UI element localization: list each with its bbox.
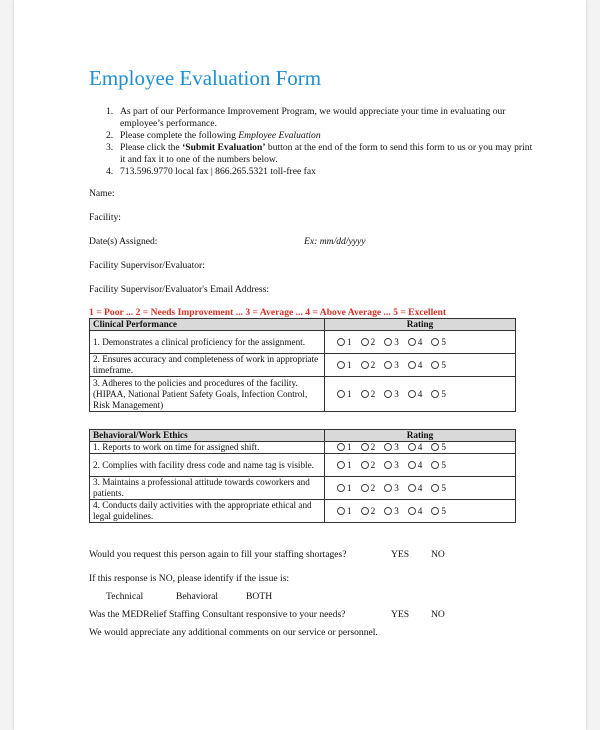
rating-option[interactable] [384, 360, 399, 371]
rating-option-label: 1 [347, 442, 352, 452]
instruction-number: 1. [106, 106, 114, 117]
rating-option[interactable] [384, 483, 399, 494]
radio-button-icon[interactable] [408, 361, 416, 369]
instruction-item [106, 142, 536, 166]
request-again-yes[interactable]: YES [391, 549, 410, 560]
criterion-text: 3. Adheres to the policies and procedures of the facility. (HIPAA, National Patient Safety Goals, Infection Control, Risk Management) [90, 377, 325, 412]
radio-button-icon[interactable] [408, 443, 416, 451]
radio-button-icon[interactable] [408, 461, 416, 469]
rating-option[interactable] [384, 506, 399, 517]
table-row [90, 442, 516, 454]
rating-option-label: 2 [370, 388, 376, 399]
radio-button-icon[interactable] [408, 484, 416, 492]
instruction-number: 3. [106, 142, 114, 153]
rating-option[interactable] [408, 389, 423, 400]
rating-options [325, 331, 516, 354]
rating-option-label: 1 [347, 459, 352, 470]
rating-option[interactable] [431, 483, 446, 494]
rating-option-label: 3 [394, 482, 399, 493]
rating-option-label: 2 [370, 442, 376, 452]
radio-button-icon[interactable] [361, 390, 369, 398]
rating-option-label: 5 [441, 336, 446, 347]
rating-option-label: 5 [441, 505, 446, 516]
rating-option[interactable] [408, 506, 423, 517]
radio-button-icon[interactable] [361, 443, 369, 451]
request-again-no[interactable]: NO [431, 549, 445, 560]
rating-option[interactable] [361, 506, 376, 517]
rating-option[interactable] [337, 506, 352, 517]
rating-options [325, 377, 516, 412]
rating-option[interactable] [337, 460, 352, 471]
section-header: Behavioral/Work Ethics [90, 430, 325, 442]
rating-option-label: 4 [417, 459, 423, 470]
instruction-text: Please click the [120, 142, 183, 153]
instruction-text: button at the end of the form to send this form to us or you may print it and fax it to one of the numbers below. [120, 142, 533, 165]
instruction-text: As part of our Performance Improvement Program, we would appreciate your time in evaluating our employee’s performance. [120, 106, 506, 129]
rating-option-label: 3 [394, 336, 399, 347]
rating-option[interactable] [408, 483, 423, 494]
radio-button-icon[interactable] [431, 361, 439, 369]
rating-option-label: 3 [394, 505, 399, 516]
radio-button-icon[interactable] [337, 361, 345, 369]
rating-option-label: 2 [370, 359, 376, 370]
table-row [90, 477, 516, 500]
rating-option-label: 1 [347, 359, 352, 370]
rating-option[interactable] [337, 483, 352, 494]
criterion-text: 2. Complies with facility dress code and name tag is visible. [90, 454, 325, 477]
rating-option[interactable] [337, 360, 352, 371]
instructions-list [106, 106, 536, 178]
rating-option-label: 5 [441, 388, 446, 399]
rating-option[interactable] [384, 337, 399, 348]
issue-behavioral-option[interactable]: Behavioral [176, 591, 219, 602]
radio-button-icon[interactable] [431, 443, 439, 451]
rating-option-label: 1 [347, 505, 352, 516]
dates-assigned-field[interactable]: Date(s) Assigned: [89, 236, 158, 247]
rating-option-label: 1 [347, 388, 352, 399]
instruction-number: 4. [106, 166, 114, 177]
criterion-text: 2. Ensures accuracy and completeness of work in appropriate timeframe. [90, 354, 325, 377]
criterion-text: 4. Conducts daily activities with the appropriate ethical and legal guidelines. [90, 500, 325, 523]
instruction-item [106, 166, 536, 178]
rating-header: Rating [325, 319, 516, 331]
request-again-question: Would you request this person again to fill your staffing shortages? [89, 549, 347, 560]
rating-option-label: 5 [441, 459, 446, 470]
rating-option[interactable] [384, 460, 399, 471]
rating-option-label: 2 [370, 336, 376, 347]
consultant-responsive-no[interactable]: NO [431, 609, 445, 620]
supervisor-field[interactable]: Facility Supervisor/Evaluator: [89, 260, 205, 271]
instruction-item [106, 106, 536, 130]
rating-option[interactable] [361, 389, 376, 400]
additional-comments-prompt: We would appreciate any additional comments on our service or personnel. [89, 627, 378, 638]
radio-button-icon[interactable] [337, 484, 345, 492]
rating-options [325, 477, 516, 500]
radio-button-icon[interactable] [408, 507, 416, 515]
rating-option[interactable] [408, 360, 423, 371]
instruction-item [106, 130, 536, 142]
rating-option[interactable] [408, 460, 423, 471]
section-header: Clinical Performance [90, 319, 325, 331]
instruction-number: 2. [106, 130, 114, 141]
radio-button-icon[interactable] [337, 443, 345, 451]
rating-option[interactable] [384, 389, 399, 400]
radio-button-icon[interactable] [384, 390, 392, 398]
radio-button-icon[interactable] [337, 390, 345, 398]
rating-option-label: 4 [417, 359, 423, 370]
radio-button-icon[interactable] [431, 338, 439, 346]
radio-button-icon[interactable] [408, 390, 416, 398]
rating-option-label: 1 [347, 482, 352, 493]
clinical-performance-table [89, 318, 516, 412]
rating-option[interactable] [337, 389, 352, 400]
rating-option[interactable] [431, 389, 446, 400]
radio-button-icon[interactable] [384, 484, 392, 492]
radio-button-icon[interactable] [384, 507, 392, 515]
rating-option-label: 5 [441, 482, 446, 493]
issue-both-option[interactable]: BOTH [246, 591, 273, 602]
rating-option[interactable] [431, 337, 446, 348]
rating-option-label: 2 [370, 482, 376, 493]
radio-button-icon[interactable] [361, 507, 369, 515]
issue-type-question: If this response is NO, please identify if the issue is: [89, 573, 290, 584]
rating-options [325, 500, 516, 523]
rating-option-label: 5 [441, 359, 446, 370]
radio-button-icon[interactable] [361, 361, 369, 369]
radio-button-icon[interactable] [337, 507, 345, 515]
consultant-responsive-yes[interactable]: YES [391, 609, 410, 620]
issue-technical-option[interactable]: Technical [106, 591, 144, 602]
rating-option-label: 3 [394, 459, 399, 470]
radio-button-icon[interactable] [408, 338, 416, 346]
radio-button-icon[interactable] [384, 338, 392, 346]
radio-button-icon[interactable] [337, 338, 345, 346]
rating-option-label: 1 [347, 336, 352, 347]
instruction-text: 713.596.9770 local fax | 866.265.5321 toll-free fax [120, 166, 316, 177]
rating-option-label: 4 [417, 482, 423, 493]
rating-option[interactable] [361, 337, 376, 348]
radio-button-icon[interactable] [431, 484, 439, 492]
rating-options [325, 442, 516, 454]
rating-option[interactable] [361, 360, 376, 371]
rating-options [325, 454, 516, 477]
criterion-text: 1. Reports to work on time for assigned shift. [90, 442, 325, 454]
radio-button-icon[interactable] [384, 443, 392, 451]
behavioral-ethics-table [89, 429, 516, 523]
rating-option[interactable] [431, 506, 446, 517]
rating-option[interactable] [361, 442, 376, 453]
rating-option-label: 2 [370, 505, 376, 516]
criterion-text: 1. Demonstrates a clinical proficiency for the assignment. [90, 331, 325, 354]
table-row [90, 500, 516, 523]
rating-option-label: 5 [441, 442, 446, 452]
table-header-row [90, 430, 516, 442]
radio-button-icon[interactable] [361, 461, 369, 469]
rating-option-label: 3 [394, 359, 399, 370]
instruction-text: Please complete the following [120, 130, 239, 141]
table-row [90, 454, 516, 477]
rating-option-label: 4 [417, 336, 423, 347]
date-format-hint: Ex: mm/dd/yyyy [304, 236, 366, 247]
table-row [90, 354, 516, 377]
rating-option[interactable] [408, 442, 423, 453]
rating-options [325, 354, 516, 377]
radio-button-icon[interactable] [384, 461, 392, 469]
rating-option[interactable] [361, 483, 376, 494]
rating-option[interactable] [431, 460, 446, 471]
rating-option[interactable] [337, 337, 352, 348]
radio-button-icon[interactable] [384, 361, 392, 369]
rating-option[interactable] [361, 460, 376, 471]
rating-option[interactable] [431, 442, 446, 453]
rating-option[interactable] [337, 442, 352, 453]
rating-option-label: 4 [417, 505, 423, 516]
page-title: Employee Evaluation Form [89, 66, 322, 90]
rating-option-label: 2 [370, 459, 376, 470]
radio-button-icon[interactable] [361, 338, 369, 346]
table-header-row [90, 319, 516, 331]
table-row [90, 377, 516, 412]
name-field[interactable]: Name: [89, 188, 115, 199]
rating-option[interactable] [431, 360, 446, 371]
rating-option-label: 3 [394, 388, 399, 399]
radio-button-icon[interactable] [431, 461, 439, 469]
rating-option-label: 3 [394, 442, 399, 452]
rating-header: Rating [325, 430, 516, 442]
supervisor-email-field[interactable]: Facility Supervisor/Evaluator's Email Address: [89, 284, 269, 295]
radio-button-icon[interactable] [431, 507, 439, 515]
rating-scale-legend: 1 = Poor ... 2 = Needs Improvement ... 3 = Average ... 4 = Above Average ... 5 = Excellent [89, 307, 447, 318]
rating-option[interactable] [408, 337, 423, 348]
instruction-emphasis: Employee Evaluation [238, 130, 321, 141]
rating-option-label: 4 [417, 442, 423, 452]
criterion-text: 3. Maintains a professional attitude towards coworkers and patients. [90, 477, 325, 500]
radio-button-icon[interactable] [337, 461, 345, 469]
rating-option[interactable] [384, 442, 399, 453]
table-row [90, 331, 516, 354]
radio-button-icon[interactable] [431, 390, 439, 398]
consultant-responsive-question: Was the MEDRelief Staffing Consultant responsive to your needs? [89, 609, 346, 620]
form-page [14, 0, 586, 730]
instruction-strong: ‘Submit Evaluation’ [182, 142, 266, 153]
radio-button-icon[interactable] [361, 484, 369, 492]
facility-field[interactable]: Facility: [89, 212, 121, 223]
rating-option-label: 4 [417, 388, 423, 399]
